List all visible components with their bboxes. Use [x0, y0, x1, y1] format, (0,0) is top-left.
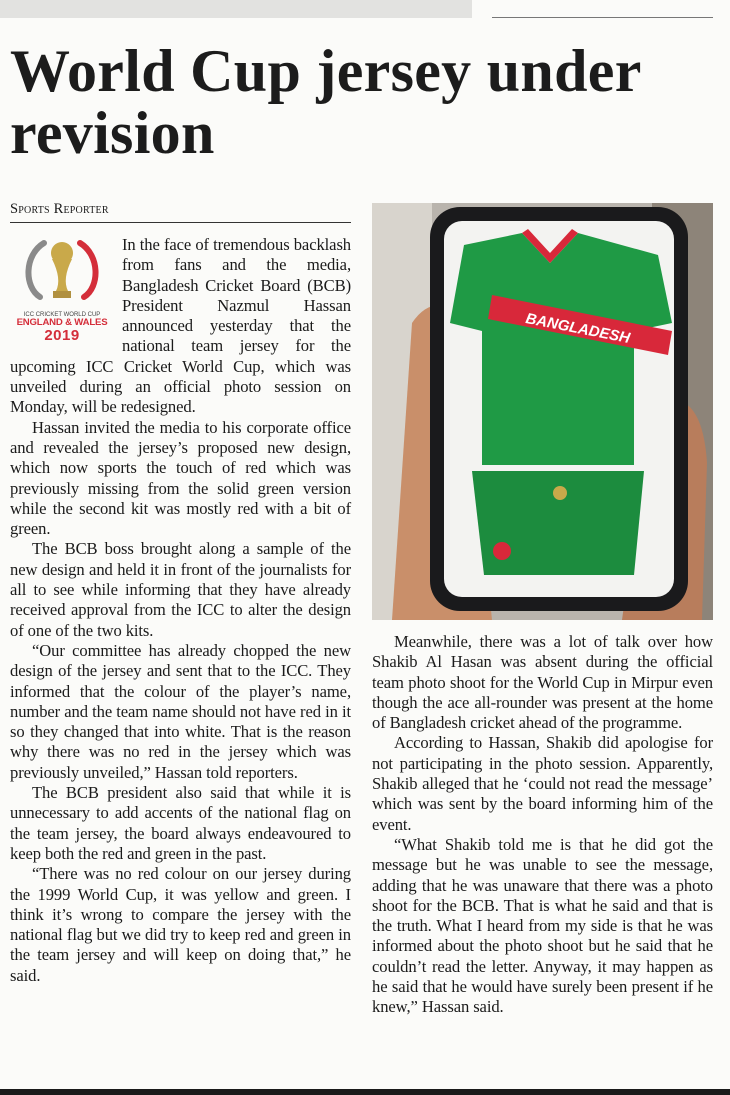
- paragraph: “What Shakib told me is that he did got the message but he was unable to see the message, adding that he was unaware that there was a photo shoot for the BCB. That is what he said and that is the truth. What I heard from my side is that he was informed about the photo shoot but he said that he couldn’t read the letter. Anyway, it may happen as he said that he would have surely been present if he knew,” Hassan said.: [372, 834, 713, 1017]
- paragraph: “Our committee has already chopped the new design of the jersey and sent that to the ICC. They informed that the colour of the player’s name, number and the team name should not have red in it so they changed that into white. That is the reason why there was no red in the jersey which was previously unveiled,” Hassan told reporters.: [10, 640, 351, 782]
- logo-location-text: ENGLAND & WALES: [16, 317, 108, 328]
- paragraph: According to Hassan, Shakib did apologise for not participating in the photo session. Apparently, Shakib alleged that he ‘could not read the message’ which was sent by the board informing him of the event.: [372, 733, 713, 834]
- paragraph: “There was no red colour on our jersey during the 1999 World Cup, it was yellow and green. I think it’s wrong to compare the jersey with the national flag but we did try to keep red and green in the team jersey and will keep on doing that,” he said.: [10, 864, 351, 985]
- page-top-strip: [0, 0, 472, 18]
- top-rule: [492, 17, 713, 18]
- byline: Sports Reporter: [10, 201, 351, 223]
- paragraph: The BCB boss brought along a sample of the new design and held it in front of the journalists for all to see while informing that they have already received approval from the ICC to alter the design of one of the two kits.: [10, 539, 351, 640]
- paragraph: The BCB president also said that while it is unnecessary to add accents of the national flag on the team jersey, the board always endeavoured to keep both the red and green in the past.: [10, 783, 351, 863]
- jersey-text: BANGLADESH: [524, 310, 632, 348]
- headline: World Cup jersey under revision: [10, 38, 641, 166]
- world-cup-logo: [10, 235, 114, 353]
- article-column-right: [372, 632, 713, 1018]
- logo-tournament-text: ICC CRICKET WORLD CUP: [23, 312, 101, 318]
- bottom-bar: [0, 1089, 730, 1095]
- article-column-left: [10, 235, 351, 986]
- trophy-icon: [10, 235, 114, 305]
- paragraph: Meanwhile, there was a lot of talk over how Shakib Al Hasan was absent during the official team photo shoot for the World Cup in Mirpur even though the ace all-rounder was present at the home of Bangladesh cricket ahead of the programme.: [372, 632, 713, 733]
- logo-year-text: 2019: [44, 327, 80, 344]
- paragraph: In the face of tremendous backlash from fans and the media, Bangladesh Cricket Board (BCB) President Nazmul Hassan announced yesterday that the national team jersey for the upcoming ICC Cricket World Cup, which was unveiled during an official photo session on Monday, will be redesigned.: [10, 235, 351, 417]
- jersey-phone-photo: [372, 203, 713, 620]
- paragraph: Hassan invited the media to his corporate office and revealed the jersey’s proposed new design, which now sports the touch of red which was previously missing from the solid green version while the second kit was mostly red with a bit of green.: [10, 417, 351, 539]
